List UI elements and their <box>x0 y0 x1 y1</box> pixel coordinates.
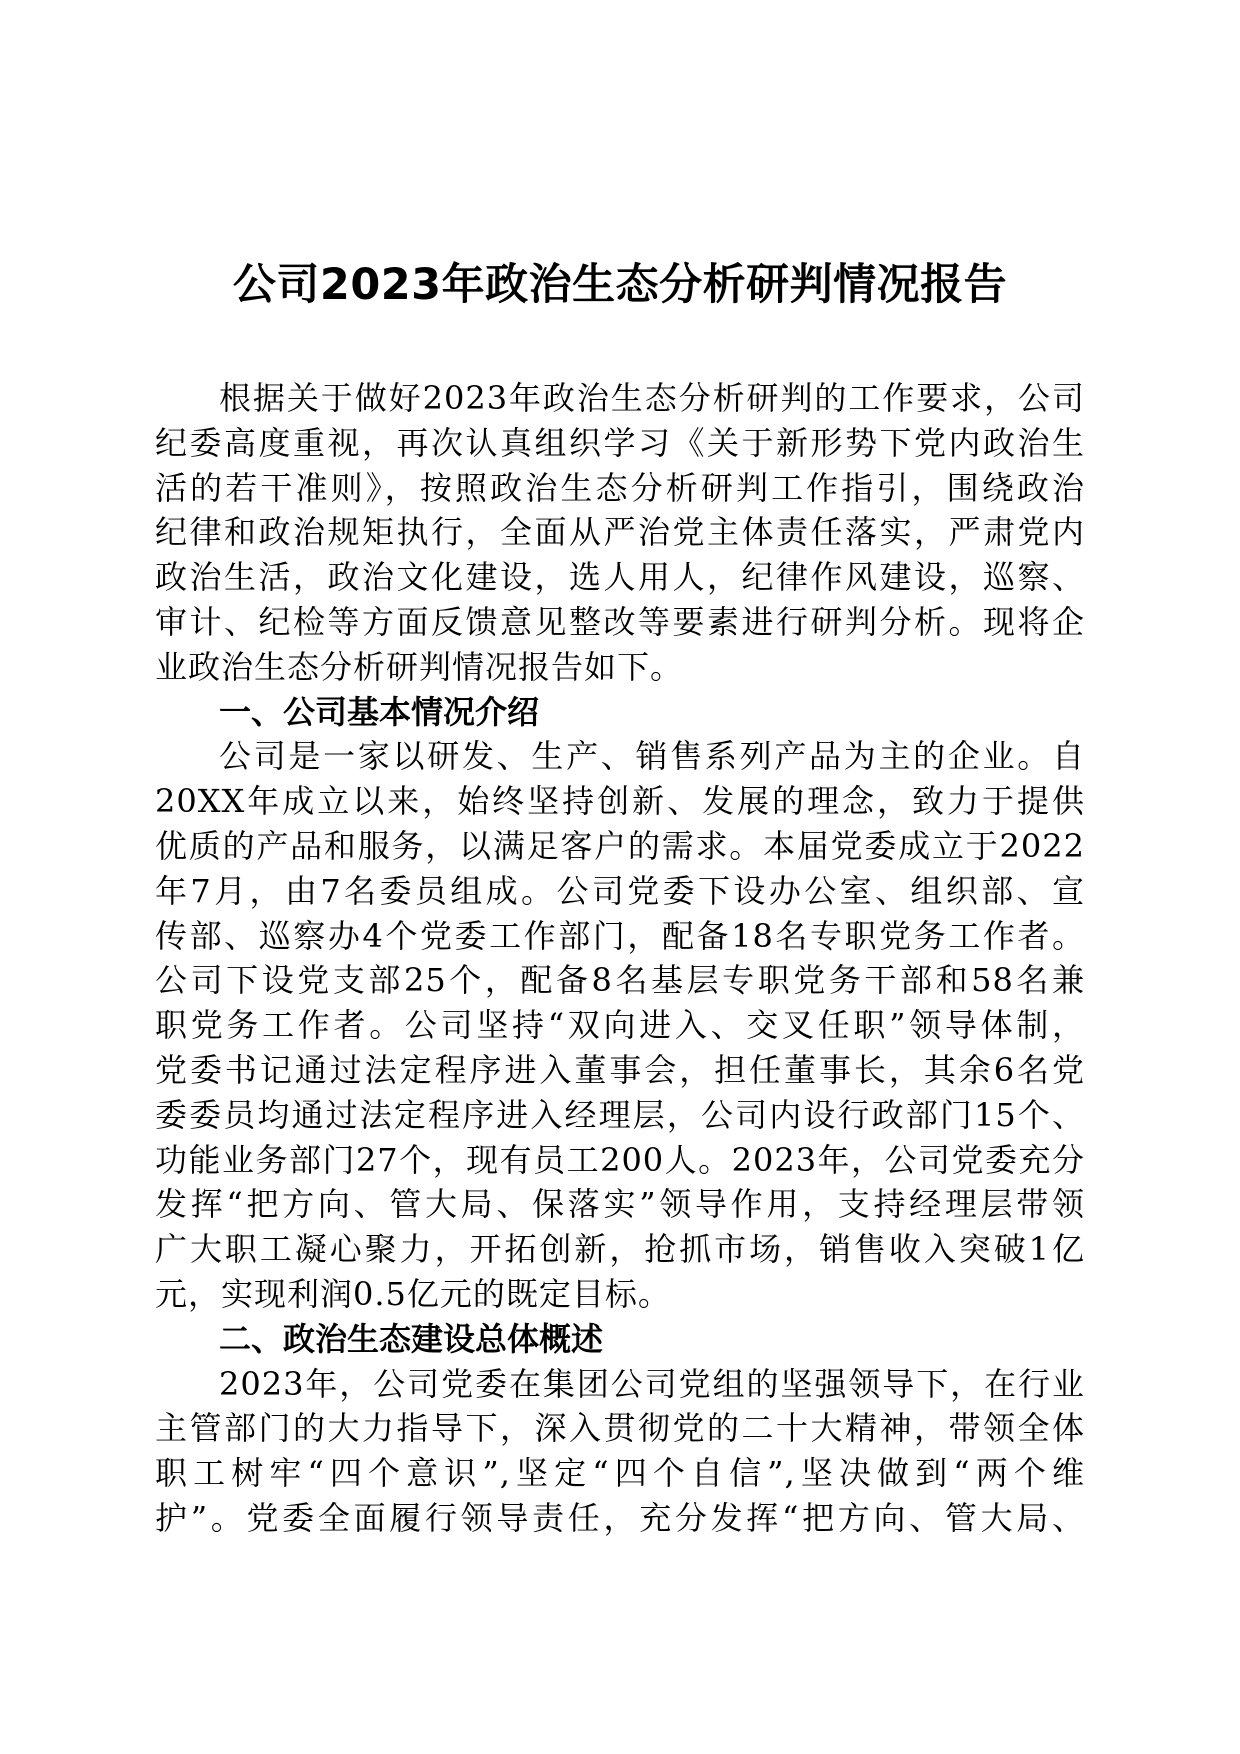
text-line: 业政治生态分析研判情况报告如下。 <box>155 647 684 686</box>
section-heading-1: 一、公司基本情况介绍 <box>219 692 540 731</box>
text-line: 政治生活，政治文化建设，选人用人，纪律作风建设，巡察、 <box>155 558 1085 597</box>
text-line: 主管部门的大力指导下，深入贯彻党的二十大精神，带领全体 <box>155 1409 1085 1448</box>
text-line: 职工树牢“四个意识”,坚定“四个自信”,坚决做到“两个维 <box>155 1454 1085 1493</box>
section-heading-2: 二、政治生态建设总体概述 <box>219 1319 604 1358</box>
text-line: 公司是一家以研发、生产、销售系列产品为主的企业。自 <box>219 737 1085 776</box>
text-line: 公司下设党支部25个，配备8名基层专职党务干部和58名兼 <box>155 961 1085 1000</box>
text-line: 元，实现利润0.5亿元的既定目标。 <box>155 1274 671 1313</box>
text-line: 功能业务部门27个，现有员工200人。2023年，公司党委充分 <box>155 1140 1085 1179</box>
text-line: 纪委高度重视，再次认真组织学习《关于新形势下党内政治生 <box>155 423 1085 462</box>
text-line: 传部、巡察办4个党委工作部门，配备18名专职党务工作者。 <box>155 916 1085 955</box>
text-line: 年7月，由7名委员组成。公司党委下设办公室、组织部、宣 <box>155 871 1085 910</box>
document-title: 公司2023年政治生态分析研判情况报告 <box>232 260 1008 310</box>
paragraph-company-info <box>155 734 1085 1316</box>
text-line: 审计、纪检等方面反馈意见整改等要素进行研判分析。现将企 <box>155 602 1085 641</box>
text-line: 纪律和政治规矩执行，全面从严治党主体责任落实，严肃党内 <box>155 513 1085 552</box>
text-line: 20XX年成立以来，始终坚持创新、发展的理念，致力于提供 <box>155 782 1085 821</box>
text-line: 优质的产品和服务，以满足客户的需求。本届党委成立于2022 <box>155 826 1085 865</box>
text-line: 广大职工凝心聚力，开拓创新，抢抓市场，销售收入突破1亿 <box>155 1230 1085 1269</box>
text-line: 活的若干准则》，按照政治生态分析研判工作指引，围绕政治 <box>155 468 1085 507</box>
text-line: 职党务工作者。公司坚持“双向进入、交叉任职”领导体制， <box>155 1006 1085 1045</box>
text-line: 根据关于做好2023年政治生态分析研判的工作要求，公司 <box>219 379 1085 417</box>
text-line: 护”。党委全面履行领导责任，充分发挥“把方向、管大局、 <box>155 1498 1085 1537</box>
text-line: 发挥“把方向、管大局、保落实”领导作用，支持经理层带领 <box>155 1185 1085 1224</box>
paragraph-intro <box>155 376 1085 690</box>
text-line: 党委书记通过法定程序进入董事会，担任董事长，其余6名党 <box>155 1050 1085 1089</box>
text-line: 2023年，公司党委在集团公司党组的坚强领导下，在行业 <box>219 1364 1085 1403</box>
text-line: 委委员均通过法定程序进入经理层，公司内设行政部门15个、 <box>155 1095 1085 1134</box>
document-body <box>155 376 1085 1541</box>
paragraph-overview <box>155 1362 1085 1541</box>
